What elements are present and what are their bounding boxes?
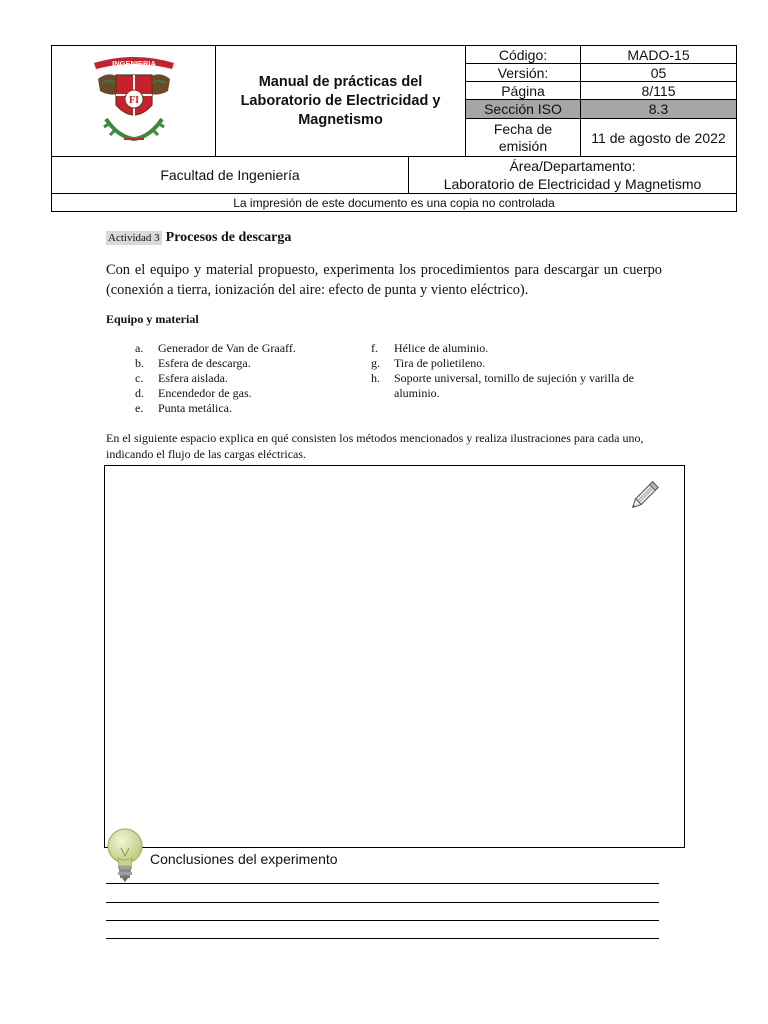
conclusion-line[interactable] xyxy=(106,938,659,939)
activity-heading xyxy=(106,228,291,246)
list-item: g. Tira de polietileno. xyxy=(371,356,486,370)
activity-tag: Actividad 3 xyxy=(108,232,160,244)
faculty-name: Facultad de Ingeniería xyxy=(51,156,409,194)
unam-engineering-crest-icon xyxy=(88,53,180,149)
codigo-label: Código: xyxy=(465,45,581,64)
area-label: Área/Departamento: xyxy=(509,158,636,174)
conclusion-line[interactable] xyxy=(106,902,659,903)
logo-cell xyxy=(51,45,216,157)
version-label: Versión: xyxy=(465,63,581,82)
conclusion-line[interactable] xyxy=(106,883,659,884)
list-item: e. Punta metálica. xyxy=(135,401,232,415)
list-item: f. Hélice de aluminio. xyxy=(371,341,489,355)
version-value: 05 xyxy=(580,63,737,82)
manual-title: Manual de prácticas del Laboratorio de Electricidad y Magnetismo xyxy=(215,45,466,157)
conclusions-heading: Conclusiones del experimento xyxy=(150,851,338,867)
instructions-text: En el siguiente espacio explica en qué consisten los métodos mencionados y realiza ilustraciones para cada uno, indicando el flujo de las cargas eléctricas. xyxy=(106,431,644,461)
activity-title: Procesos de descarga xyxy=(165,230,292,245)
lightbulb-icon xyxy=(104,826,146,884)
pagina-label: Página xyxy=(465,81,581,100)
codigo-value: MADO-15 xyxy=(580,45,737,64)
list-item: h. Soporte universal, tornillo de sujeción y varilla de aluminio. xyxy=(371,371,634,400)
area-value: Laboratorio de Electricidad y Magnetismo xyxy=(443,176,702,192)
crest-banner-text: INGENIERIA xyxy=(111,59,156,68)
uncontrolled-copy-notice: La impresión de este documento es una copia no controlada xyxy=(51,193,737,212)
list-item: a. Generador de Van de Graaff. xyxy=(135,341,296,355)
equipment-list-right xyxy=(371,341,661,401)
fecha-emision-value: 11 de agosto de 2022 xyxy=(580,118,737,157)
seccion-iso-value: 8.3 xyxy=(580,99,737,119)
equipment-heading: Equipo y material xyxy=(106,312,199,326)
activity-paragraph: Con el equipo y material propuesto, experimenta los procedimientos para descargar un cuerpo (conexión a tierra, ionización del aire: efecto de punta y viento eléctrico). xyxy=(106,262,662,298)
fecha-emision-label: Fecha de emisión xyxy=(465,118,581,157)
conclusion-line[interactable] xyxy=(106,920,659,921)
equipment-list-left xyxy=(135,341,335,416)
list-item: d. Encendedor de gas. xyxy=(135,386,252,400)
svg-text:FI: FI xyxy=(128,95,139,106)
seccion-iso-label: Sección ISO xyxy=(465,99,581,119)
pagina-value: 8/115 xyxy=(580,81,737,100)
drawing-answer-area[interactable] xyxy=(104,465,685,848)
document-header xyxy=(51,45,737,212)
pencil-icon xyxy=(626,478,662,514)
area-department xyxy=(408,156,737,194)
list-item: c. Esfera aislada. xyxy=(135,371,228,385)
list-item: b. Esfera de descarga. xyxy=(135,356,251,370)
